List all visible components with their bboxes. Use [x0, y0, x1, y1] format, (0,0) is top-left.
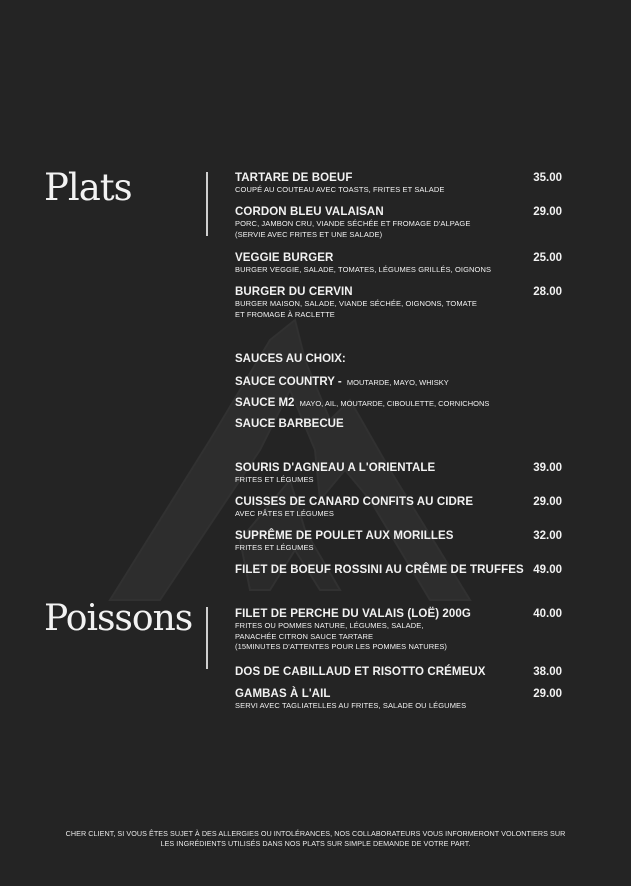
menu-item: [235, 607, 565, 653]
sauce-name: SAUCE M2: [235, 397, 295, 409]
item-price: 35.00: [533, 172, 562, 184]
menu-item: [235, 687, 565, 712]
menu-item: [235, 495, 565, 520]
item-description: PORC, JAMBON CRU, VIANDE SÉCHÉE ET FROMAGE D'ALPAGE: [235, 219, 471, 228]
item-name: CUISSES DE CANARD CONFITS AU CIDRE: [235, 496, 474, 508]
item-price: 49.00: [533, 564, 562, 576]
item-description: AVEC PÂTES ET LÉGUMES: [235, 509, 334, 518]
item-price: 39.00: [533, 462, 562, 474]
item-price: 29.00: [533, 496, 562, 508]
menu-item: [235, 461, 565, 486]
item-price: 38.00: [533, 666, 562, 678]
poissons-divider: [206, 607, 208, 669]
menu-item: [235, 285, 565, 320]
sauce-item: [235, 418, 344, 430]
allergy-notice-line: LES INGRÉDIENTS UTILISÉS DANS NOS PLATS SUR SIMPLE DEMANDE DE VOTRE PART.: [160, 839, 471, 848]
item-name: BURGER DU CERVIN: [235, 286, 353, 298]
item-description: FRITES ET LÉGUMES: [235, 475, 314, 484]
menu-item: [235, 171, 565, 196]
allergy-notice-line: CHER CLIENT, SI VOUS ÊTES SUJET À DES ALLERGIES OU INTOLÉRANCES, NOS COLLABORATEURS VOUS INFORMERONT VOLONTIERS SUR: [65, 829, 566, 838]
menu-item: [235, 665, 565, 679]
item-name: FILET DE BOEUF ROSSINI AU CRÊME DE TRUFFES: [235, 564, 524, 576]
allergy-notice: [30, 829, 601, 849]
item-name: VEGGIE BURGER: [235, 252, 334, 264]
menu-item: [235, 251, 565, 276]
item-price: 29.00: [533, 688, 562, 700]
sauce-detail: MAYO, AIL, MOUTARDE, CIBOULETTE, CORNICHONS: [299, 399, 490, 408]
item-description: ET FROMAGE À RACLETTE: [235, 309, 335, 319]
poissons-section-title: Poissons: [44, 598, 193, 639]
item-name: GAMBAS À L'AIL: [235, 688, 331, 700]
item-description: BURGER MAISON, SALADE, VIANDE SÉCHÉE, OIGNONS, TOMATE: [235, 299, 478, 308]
sauce-item: [235, 397, 489, 409]
plats-section-title: Plats: [44, 166, 132, 209]
item-name: SUPRÊME DE POULET AUX MORILLES: [235, 530, 454, 542]
item-description: FRITES ET LÉGUMES: [235, 543, 314, 552]
sauce-item: [235, 376, 449, 388]
sauce-detail: MOUTARDE, MAYO, WHISKY: [346, 378, 449, 387]
menu-item: [235, 563, 565, 577]
menu-item: [235, 205, 565, 240]
item-name: CORDON BLEU VALAISAN: [235, 206, 384, 218]
item-name: FILET DE PERCHE DU VALAIS (LOË) 200G: [235, 608, 471, 620]
item-price: 29.00: [533, 206, 562, 218]
item-description: COUPÉ AU COUTEAU AVEC TOASTS, FRITES ET SALADE: [235, 185, 445, 194]
sauce-name: SAUCE BARBECUE: [235, 418, 344, 430]
item-price: 32.00: [533, 530, 562, 542]
item-description: FRITES OU POMMES NATURE, LÉGUMES, SALADE,: [235, 621, 424, 630]
item-description: BURGER VEGGIE, SALADE, TOMATES, LÉGUMES GRILLÉS, OIGNONS: [235, 265, 492, 274]
menu-item: [235, 529, 565, 554]
item-price: 28.00: [533, 286, 562, 298]
item-name: TARTARE DE BOEUF: [235, 172, 353, 184]
sauce-name: SAUCE COUNTRY -: [235, 376, 342, 388]
item-price: 40.00: [533, 608, 562, 620]
item-description: (SERVIE AVEC FRITES ET UNE SALADE): [235, 229, 383, 239]
item-description: PANACHÉE CITRON SAUCE TARTARE: [235, 631, 374, 641]
item-description: SERVI AVEC TAGLIATELLES AU FRITES, SALADE OU LÉGUMES: [235, 701, 467, 710]
item-price: 25.00: [533, 252, 562, 264]
item-name: SOURIS D'AGNEAU A L'ORIENTALE: [235, 462, 436, 474]
sauces-heading: SAUCES AU CHOIX:: [235, 353, 346, 365]
plats-divider: [206, 172, 208, 236]
item-name: DOS DE CABILLAUD ET RISOTTO CRÉMEUX: [235, 666, 486, 678]
item-description: (15MINUTES D'ATTENTES POUR LES POMMES NATURES): [235, 642, 448, 651]
